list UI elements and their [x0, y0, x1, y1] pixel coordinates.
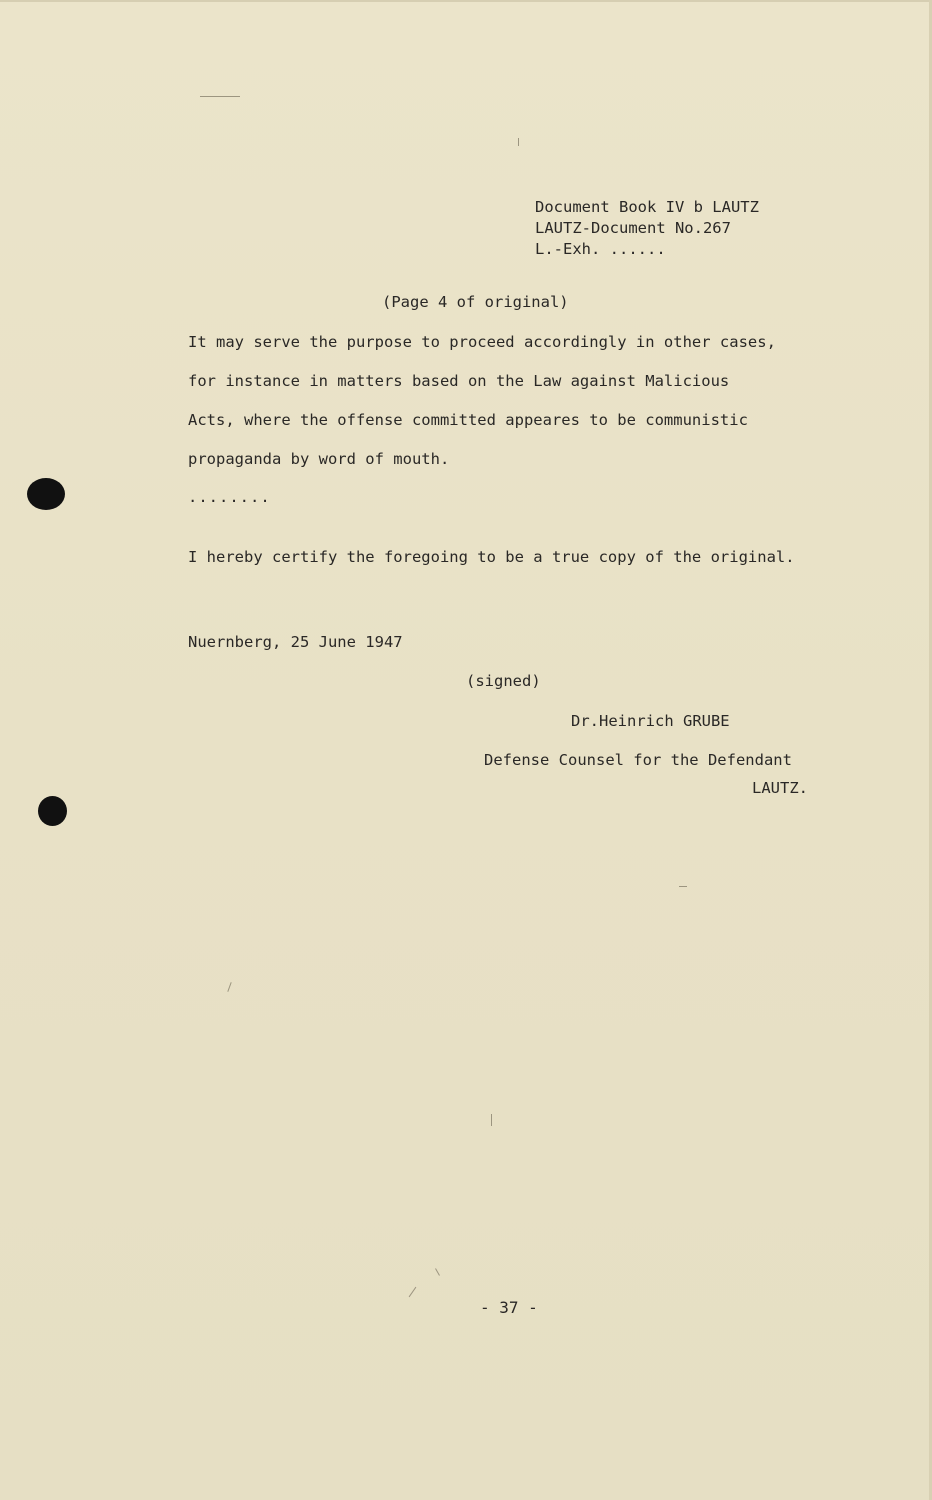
body-line: It may serve the purpose to proceed accordingly in other cases,	[188, 333, 776, 351]
omission-dots: ........	[188, 488, 271, 506]
paper-speck	[435, 1268, 440, 1275]
body-line: Acts, where the offense committed appeares to be communistic	[188, 411, 748, 429]
page-number: - 37 -	[480, 1298, 538, 1317]
page-reference: (Page 4 of original)	[382, 293, 569, 311]
paper-speck	[518, 138, 519, 146]
page-top-edge	[0, 0, 932, 2]
header-book: Document Book IV b LAUTZ	[535, 198, 759, 216]
document-header	[535, 197, 759, 260]
signed-note: (signed)	[466, 672, 541, 690]
body-line: propaganda by word of mouth.	[188, 450, 450, 468]
header-exhibit: L.-Exh. ......	[535, 240, 666, 258]
punch-hole-upper	[27, 478, 65, 510]
body-line: for instance in matters based on the Law against Malicious	[188, 372, 730, 390]
place-and-date: Nuernberg, 25 June 1947	[188, 633, 403, 651]
paper-speck	[200, 96, 240, 97]
paper-speck	[409, 1287, 417, 1297]
signer-name: Dr.Heinrich GRUBE	[571, 712, 730, 730]
paper-speck	[679, 886, 687, 887]
paper-speck	[227, 982, 231, 992]
signer-role-line-1: Defense Counsel for the Defendant	[484, 751, 792, 769]
certification-statement: I hereby certify the foregoing to be a true copy of the original.	[188, 548, 795, 566]
header-document-number: LAUTZ-Document No.267	[535, 219, 731, 237]
punch-hole-lower	[38, 796, 67, 826]
paper-speck	[491, 1114, 492, 1126]
signer-role-line-2: LAUTZ.	[752, 779, 808, 797]
